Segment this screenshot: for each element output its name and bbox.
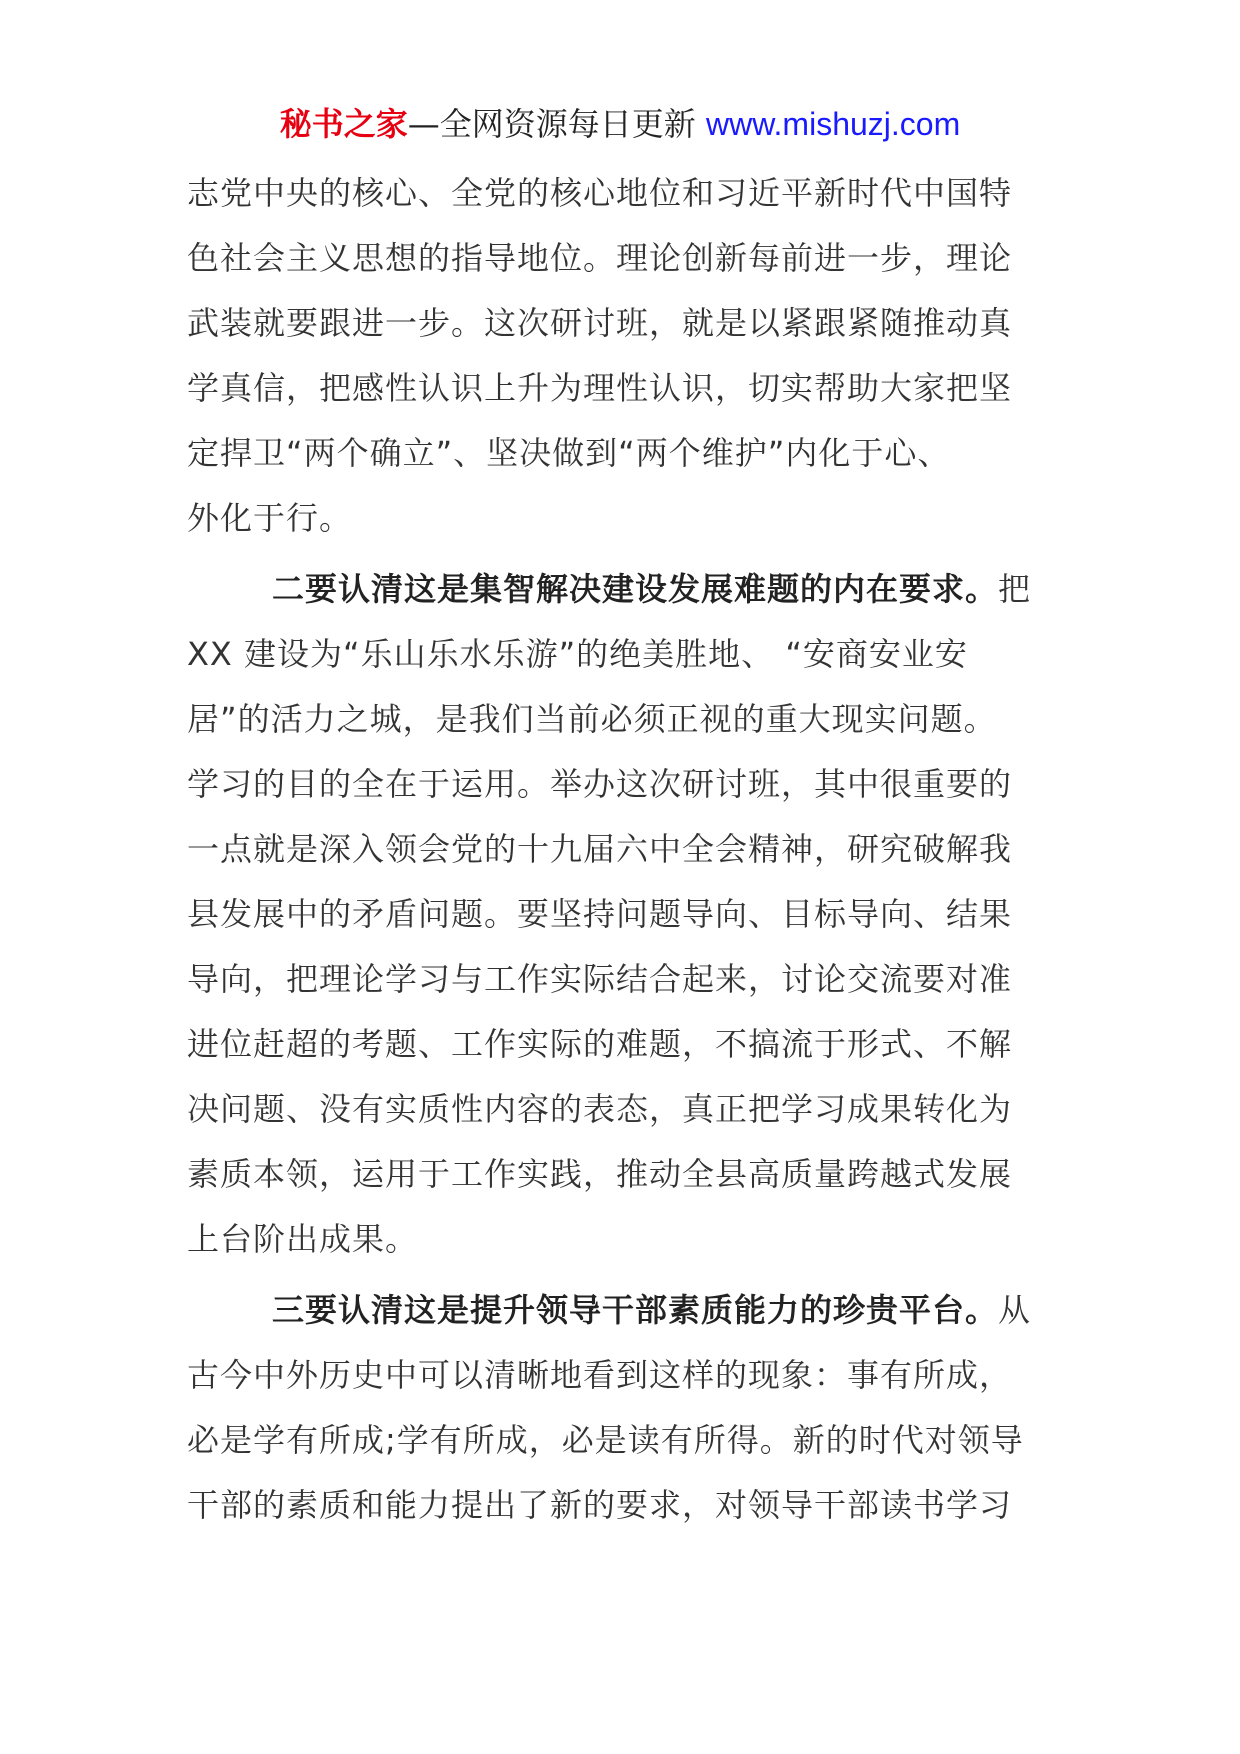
text-line: 决问题、没有实质性内容的表态，真正把学习成果转化为 bbox=[187, 1090, 1013, 1128]
section-heading: 三要认清这是提升领导干部素质能力的珍贵平台。 bbox=[272, 1291, 999, 1329]
text-line: 进位赶超的考题、工作实际的难题，不搞流于形式、不解 bbox=[187, 1025, 1013, 1063]
text-line: 古今中外历史中可以清晰地看到这样的现象：事有所成， bbox=[187, 1356, 1013, 1394]
page-header bbox=[0, 100, 1240, 148]
text-line: 干部的素质和能力提出了新的要求，对领导干部读书学习 bbox=[187, 1486, 1013, 1524]
text-line: 一点就是深入领会党的十九届六中全会精神，研究破解我 bbox=[187, 830, 1013, 868]
text-line: 色社会主义思想的指导地位。理论创新每前进一步，理论 bbox=[187, 239, 1013, 277]
text-line: 外化于行。 bbox=[187, 499, 353, 537]
paragraph-3 bbox=[187, 1278, 1057, 1538]
text-line: 导向，把理论学习与工作实际结合起来，讨论交流要对准 bbox=[187, 960, 1013, 998]
text-line: 学真信，把感性认识上升为理性认识，切实帮助大家把坚 bbox=[187, 369, 1013, 407]
text-line: 武装就要跟进一步。这次研讨班，就是以紧跟紧随推动真 bbox=[187, 304, 1013, 342]
heading-continuation: 把 bbox=[998, 570, 1032, 608]
text-line: 必是学有所成;学有所成，必是读有所得。新的时代对领导 bbox=[187, 1421, 1024, 1459]
brand-name: 秘书之家 bbox=[279, 105, 408, 143]
site-link[interactable]: www.mishuzj.com bbox=[705, 106, 961, 142]
paragraph-1 bbox=[187, 161, 1057, 551]
header-tagline: —全网资源每日更新 bbox=[407, 105, 706, 143]
heading-continuation: 从 bbox=[998, 1291, 1032, 1329]
document-body bbox=[187, 161, 1057, 1538]
text-line: XX 建设为“乐山乐水乐游”的绝美胜地、 “安商安业安 bbox=[187, 635, 968, 673]
text-line: 志党中央的核心、全党的核心地位和习近平新时代中国特 bbox=[187, 174, 1013, 212]
paragraph-first-line bbox=[187, 1278, 1057, 1343]
text-line: 上台阶出成果。 bbox=[187, 1220, 419, 1258]
text-line: 学习的目的全在于运用。举办这次研讨班，其中很重要的 bbox=[187, 765, 1013, 803]
section-heading: 二要认清这是集智解决建设发展难题的内在要求。 bbox=[272, 570, 999, 608]
paragraph-2 bbox=[187, 557, 1057, 1272]
paragraph-first-line bbox=[187, 557, 1057, 622]
text-line: 定捍卫“两个确立”、坚决做到“两个维护”内化于心、 bbox=[187, 434, 951, 472]
text-line: 居”的活力之城，是我们当前必须正视的重大现实问题。 bbox=[187, 700, 997, 738]
text-line: 素质本领，运用于工作实践，推动全县高质量跨越式发展 bbox=[187, 1155, 1013, 1193]
text-line: 县发展中的矛盾问题。要坚持问题导向、目标导向、结果 bbox=[187, 895, 1013, 933]
